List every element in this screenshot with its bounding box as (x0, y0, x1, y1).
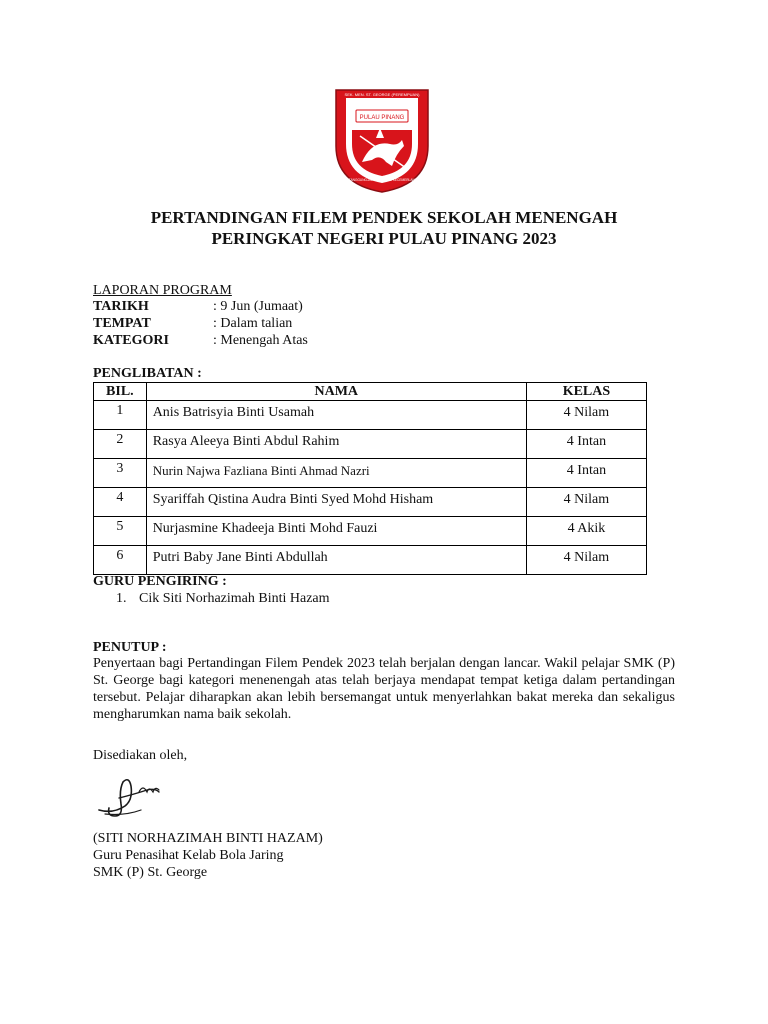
crest-text-bottom: BERTANGGUNGJAWAB MENUJU KECEMERLANGAN (342, 178, 422, 182)
field-label-tempat: TEMPAT (93, 316, 151, 331)
header-bil: BIL. (94, 383, 147, 401)
table-row (94, 459, 647, 488)
table-row (94, 517, 647, 546)
table-row (94, 401, 647, 430)
cell-kelas: 4 Nilam (526, 546, 646, 575)
crest-text-middle: PULAU PINANG (359, 115, 405, 121)
document-title-line1: PERTANDINGAN FILEM PENDEK SEKOLAH MENENGAH (150, 208, 618, 227)
cell-bil: 1 (94, 401, 147, 430)
cell-bil: 6 (94, 546, 147, 575)
penglibatan-heading: PENGLIBATAN : (93, 366, 202, 381)
cell-nama: Nurin Najwa Fazliana Binti Ahmad Nazri (146, 459, 526, 488)
cell-bil: 3 (94, 459, 147, 488)
laporan-heading: LAPORAN PROGRAM (93, 283, 232, 298)
cell-bil: 2 (94, 430, 147, 459)
penutup-heading: PENUTUP : (93, 640, 167, 655)
guru-item-number: 1. (116, 591, 127, 606)
field-value-tempat: : Dalam talian (213, 316, 293, 331)
cell-kelas: 4 Akik (526, 517, 646, 546)
cell-nama: Nurjasmine Khadeeja Binti Mohd Fauzi (146, 517, 526, 546)
handwritten-signature (95, 770, 175, 820)
header-kelas: KELAS (526, 383, 646, 401)
signatory-school: SMK (P) St. George (93, 865, 208, 880)
header-nama: NAMA (146, 383, 526, 401)
cell-kelas: 4 Intan (526, 430, 646, 459)
field-label-tarikh: TARIKH (93, 299, 149, 314)
crest-text-top: SEK. MEN. ST. GEORGE (PEREMPUAN) (344, 92, 420, 97)
signatory-position: Guru Penasihat Kelab Bola Jaring (93, 848, 284, 863)
table-row (94, 488, 647, 517)
field-value-kategori: : Menengah Atas (213, 333, 308, 348)
cell-nama: Rasya Aleeya Binti Abdul Rahim (146, 430, 526, 459)
table-row (94, 430, 647, 459)
cell-kelas: 4 Nilam (526, 401, 646, 430)
cell-kelas: 4 Intan (526, 459, 646, 488)
guru-heading: GURU PENGIRING : (93, 574, 227, 589)
cell-kelas: 4 Nilam (526, 488, 646, 517)
penutup-paragraph: Penyertaan bagi Pertandingan Filem Pendek 2023 telah berjalan dengan lancar. Wakil pelajar SMK (P) St. George bagi kategori menenengah atas telah berjaya mendapat tempat ketiga dalam pertandingan tersebut. Pelajar diharapkan akan lebih bersemangat untuk menyerlahkan bakat mereka dan sekaligus mengharumkan nama baik sekolah. (93, 656, 675, 722)
cell-bil: 4 (94, 488, 147, 517)
cell-nama: Syariffah Qistina Audra Binti Syed Mohd Hisham (146, 488, 526, 517)
document-title-line2: PERINGKAT NEGERI PULAU PINANG 2023 (211, 229, 557, 248)
participants-table (93, 382, 647, 575)
cell-nama: Putri Baby Jane Binti Abdullah (146, 546, 526, 575)
signatory-name: (SITI NORHAZIMAH BINTI HAZAM) (93, 831, 323, 846)
school-crest-logo (332, 84, 432, 194)
cell-bil: 5 (94, 517, 147, 546)
prepared-by-label: Disediakan oleh, (93, 748, 188, 763)
table-row (94, 546, 647, 575)
table-header-row (94, 383, 647, 401)
guru-item-name: Cik Siti Norhazimah Binti Hazam (139, 591, 330, 606)
cell-nama: Anis Batrisyia Binti Usamah (146, 401, 526, 430)
field-label-kategori: KATEGORI (93, 333, 169, 348)
field-value-tarikh: : 9 Jun (Jumaat) (213, 299, 303, 314)
